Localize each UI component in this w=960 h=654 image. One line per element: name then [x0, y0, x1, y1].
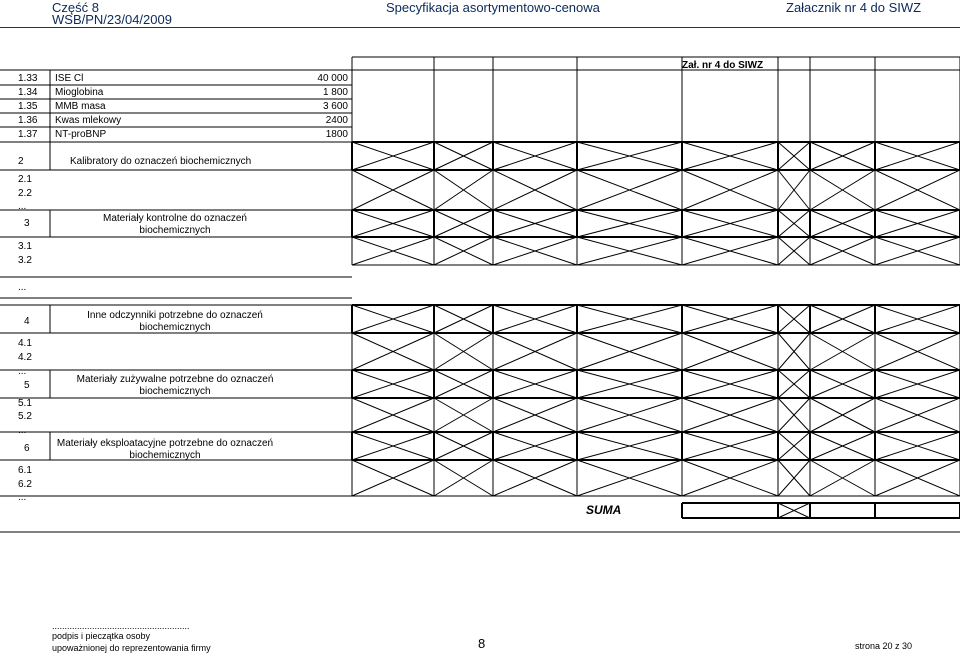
item-number: 1.35	[18, 101, 38, 112]
signature-dots: .......................................................	[52, 621, 190, 631]
section-label: Materiały kontrolne do oznaczeń biochemicznych	[103, 213, 247, 236]
part-label: Część 8	[52, 0, 99, 15]
reference-number: WSB/PN/23/04/2009	[52, 12, 172, 27]
section-number: 3	[24, 218, 30, 229]
sum-label: SUMA	[586, 503, 622, 517]
page-number: 8	[478, 636, 486, 651]
item-quantity: 40 000	[317, 73, 348, 84]
section-number: 6	[24, 443, 30, 454]
subrow-ellipsis: ...	[18, 492, 27, 503]
subrow-number: 5.1	[18, 398, 32, 409]
page-counter: strona 20 z 30	[855, 641, 913, 651]
subrow-number: 2.2	[18, 188, 32, 199]
item-quantity: 1800	[325, 129, 348, 140]
section-label: Materiały zużywalne potrzebne do oznaczeń biochemicznych	[76, 374, 274, 397]
item-name: Kwas mlekowy	[55, 115, 122, 126]
item-number: 1.33	[18, 73, 38, 84]
subrow-ellipsis: ...	[18, 425, 27, 436]
signature-label-2: upoważnionej do reprezentowania firmy	[52, 643, 211, 653]
item-name: NT-proBNP	[55, 129, 107, 140]
attachment-note: Zał. nr 4 do SIWZ	[682, 60, 764, 71]
subrow-ellipsis: ...	[18, 201, 27, 212]
section-label: Inne odczynniki potrzebne do oznaczeń biochemicznych	[87, 310, 263, 333]
section-number: 4	[24, 316, 30, 327]
subrow-number: 6.1	[18, 465, 32, 476]
item-name: Mioglobina	[55, 87, 104, 98]
section-label: Kalibratory do oznaczeń biochemicznych	[70, 156, 252, 167]
section-label: Materiały eksploatacyjne potrzebne do oznaczeń biochemicznych	[56, 438, 274, 461]
subrow-number: 4.2	[18, 352, 32, 363]
item-name: ISE Cl	[55, 73, 84, 84]
attachment-label: Załacznik nr 4 do SIWZ	[786, 0, 922, 15]
section-number: 2	[18, 156, 24, 167]
subrow-number: 3.1	[18, 241, 32, 252]
item-number: 1.36	[18, 115, 38, 126]
subrow-ellipsis: ...	[18, 282, 27, 293]
subrow-number: 2.1	[18, 174, 32, 185]
item-quantity: 3 600	[322, 101, 348, 112]
item-number: 1.37	[18, 129, 38, 140]
subrow-ellipsis: ...	[18, 366, 27, 377]
subrow-number: 4.1	[18, 338, 32, 349]
item-quantity: 2400	[325, 115, 348, 126]
section-number: 5	[24, 380, 30, 391]
item-name: MMB masa	[55, 101, 106, 112]
item-number: 1.34	[18, 87, 38, 98]
document-title: Specyfikacja asortymentowo-cenowa	[386, 0, 600, 15]
subrow-number: 6.2	[18, 479, 32, 490]
subrow-number: 5.2	[18, 411, 32, 422]
subrow-number: 3.2	[18, 255, 32, 266]
signature-label-1: podpis i pieczątka osoby	[52, 631, 151, 641]
item-quantity: 1 800	[322, 87, 348, 98]
